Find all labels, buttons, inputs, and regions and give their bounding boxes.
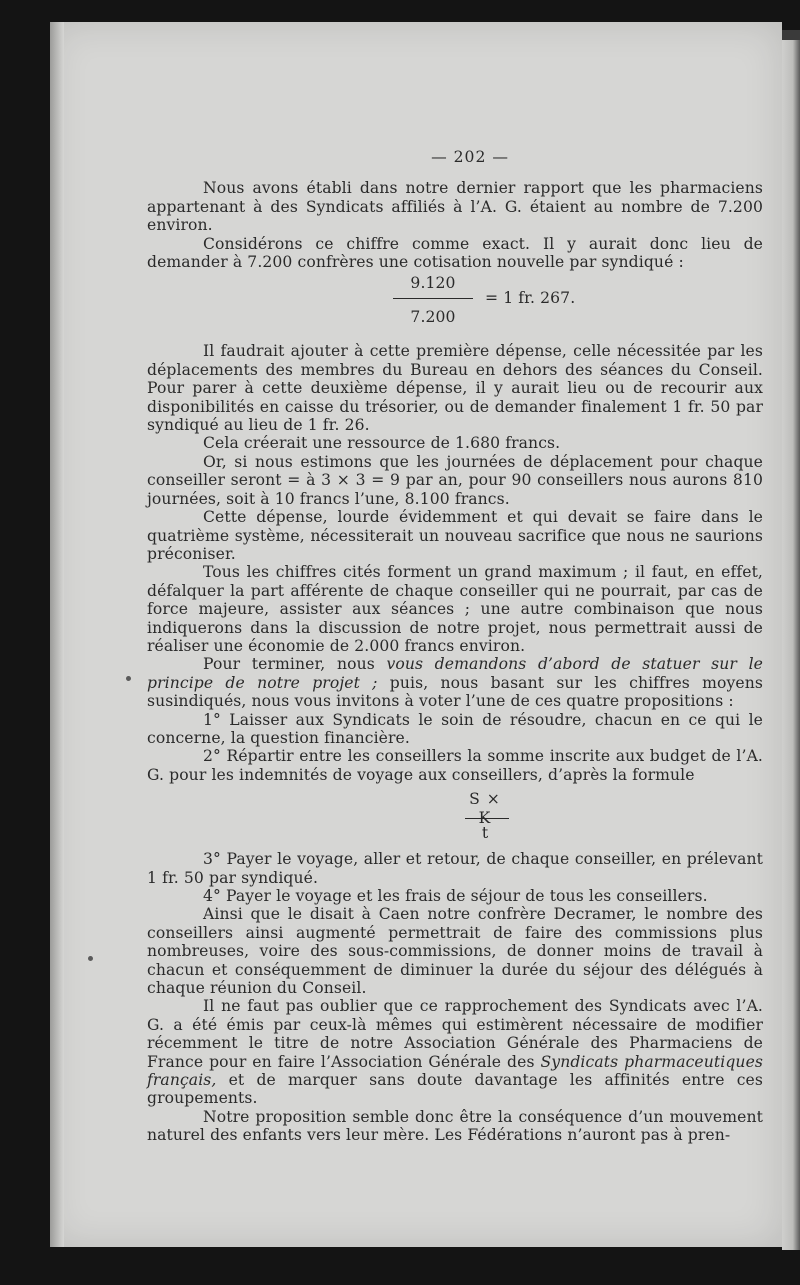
paragraph: Cela créerait une ressource de 1.680 francs.	[203, 434, 561, 453]
paragraph: Ainsi que le disait à Caen notre confrère Decramer, le nombre des conseillers ainsi augmenté permettrait de faire des commissions plus nombreuses, voire des sous-commissions, de donner moins de travail à chacun et conséquemment de diminuer la durée du séjour des délégués à chaque réunion du Conseil.	[147, 905, 763, 998]
paragraph	[147, 655, 763, 710]
fraction-denominator: 7.200	[410, 308, 456, 327]
proposition-4: 4° Payer le voyage et les frais de séjour de tous les conseillers.	[203, 887, 708, 905]
paragraph: Notre proposition semble donc être la conséquence d’un mouvement naturel des enfants vers leur mère. Les Fédérations n’auront pas à pren-	[147, 1107, 763, 1145]
italic-phrase: Syndicats pharmaceutiques français,	[147, 1052, 764, 1090]
page-text	[147, 148, 763, 1145]
formula-numerator: S × K	[469, 790, 501, 827]
proposition-3: 3° Payer le voyage, aller et retour, de chaque conseiller, en prélevant 1 fr. 50 par syndiqué.	[147, 850, 763, 887]
paragraph: Tous les chiffres cités forment un grand maximum ; il faut, en effet, défalquer la part afférente de chaque conseiller qui ne pourrait, par cas de force majeure, assister aux séances ; une autre combinaison que nous indiquerons dans la discussion de notre projet, nous permettrait aussi de réaliser une économie de 2.000 francs environ.	[147, 563, 763, 655]
margin-mark	[88, 956, 93, 961]
formula	[147, 790, 763, 850]
fraction-bar	[393, 298, 473, 299]
proposition-1: 1° Laisser aux Syndicats le soin de résoudre, chacun en ce qui le concerne, la question financière.	[147, 710, 763, 747]
fraction-numerator: 9.120	[410, 274, 456, 293]
fraction-result: = 1 fr. 267.	[485, 289, 576, 308]
paragraph: Nous avons établi dans notre dernier rapport que les pharmaciens appartenant à des Syndicats affiliés à l’A. G. étaient au nombre de 7.200 environ.	[147, 179, 763, 235]
italic-phrase: vous demandons d’abord de statuer sur le principe de notre projet ;	[147, 655, 763, 692]
margin-mark	[126, 676, 131, 681]
formula-denominator: t	[481, 824, 489, 843]
paragraph-text: Pour terminer, nous vous demandons d’abord de statuer sur le principe de notre projet ; puis, nous basant sur les chiffres moyens susindiqués, nous vous invitons à voter l’une de ces quatre propositions :	[147, 655, 764, 711]
paragraph: Il ne faut pas oublier que ce rapprochement des Syndicats avec l’A. G. a été émis par ceux-là mêmes qui estimèrent nécessaire de modifier récemment le titre de notre Association Générale des Pharmaciens de France pour en faire l’Association Générale des Syndicats pharmaceutiques français, et de marquer sans doute davantage les affinités entre ces groupements.	[147, 997, 764, 1108]
page-number: — 202 —	[431, 148, 509, 166]
cotisation-fraction	[147, 274, 763, 332]
formula-bar	[465, 818, 509, 819]
paragraph: Or, si nous estimons que les journées de déplacement pour chaque conseiller seront = à 3 × 3 = 9 par an, pour 90 conseillers nous aurons 810 journées, soit à 10 francs l’une, 8.100 francs.	[147, 452, 763, 508]
proposition-2: 2° Répartir entre les conseillers la somme inscrite aux budget de l’A. G. pour les indemnités de voyage aux conseillers, d’après la formule	[147, 747, 763, 784]
paragraph: Il faudrait ajouter à cette première dépense, celle nécessitée par les déplacements des membres du Bureau en dehors des séances du Conseil. Pour parer à cette deuxième dépense, il y aurait lieu ou de recourir aux disponibilités en caisse du trésorier, ou de demander finalement 1 fr. 50 par syndiqué au lieu de 1 fr. 26.	[147, 342, 763, 435]
page-edge	[782, 40, 800, 1250]
paragraph: Considérons ce chiffre comme exact. Il y aurait donc lieu de demander à 7.200 confrères une cotisation nouvelle par syndiqué :	[147, 234, 763, 272]
paragraph: Cette dépense, lourde évidemment et qui devait se faire dans le quatrième système, nécessiterait un nouveau sacrifice que nous ne saurions préconiser.	[147, 508, 763, 563]
